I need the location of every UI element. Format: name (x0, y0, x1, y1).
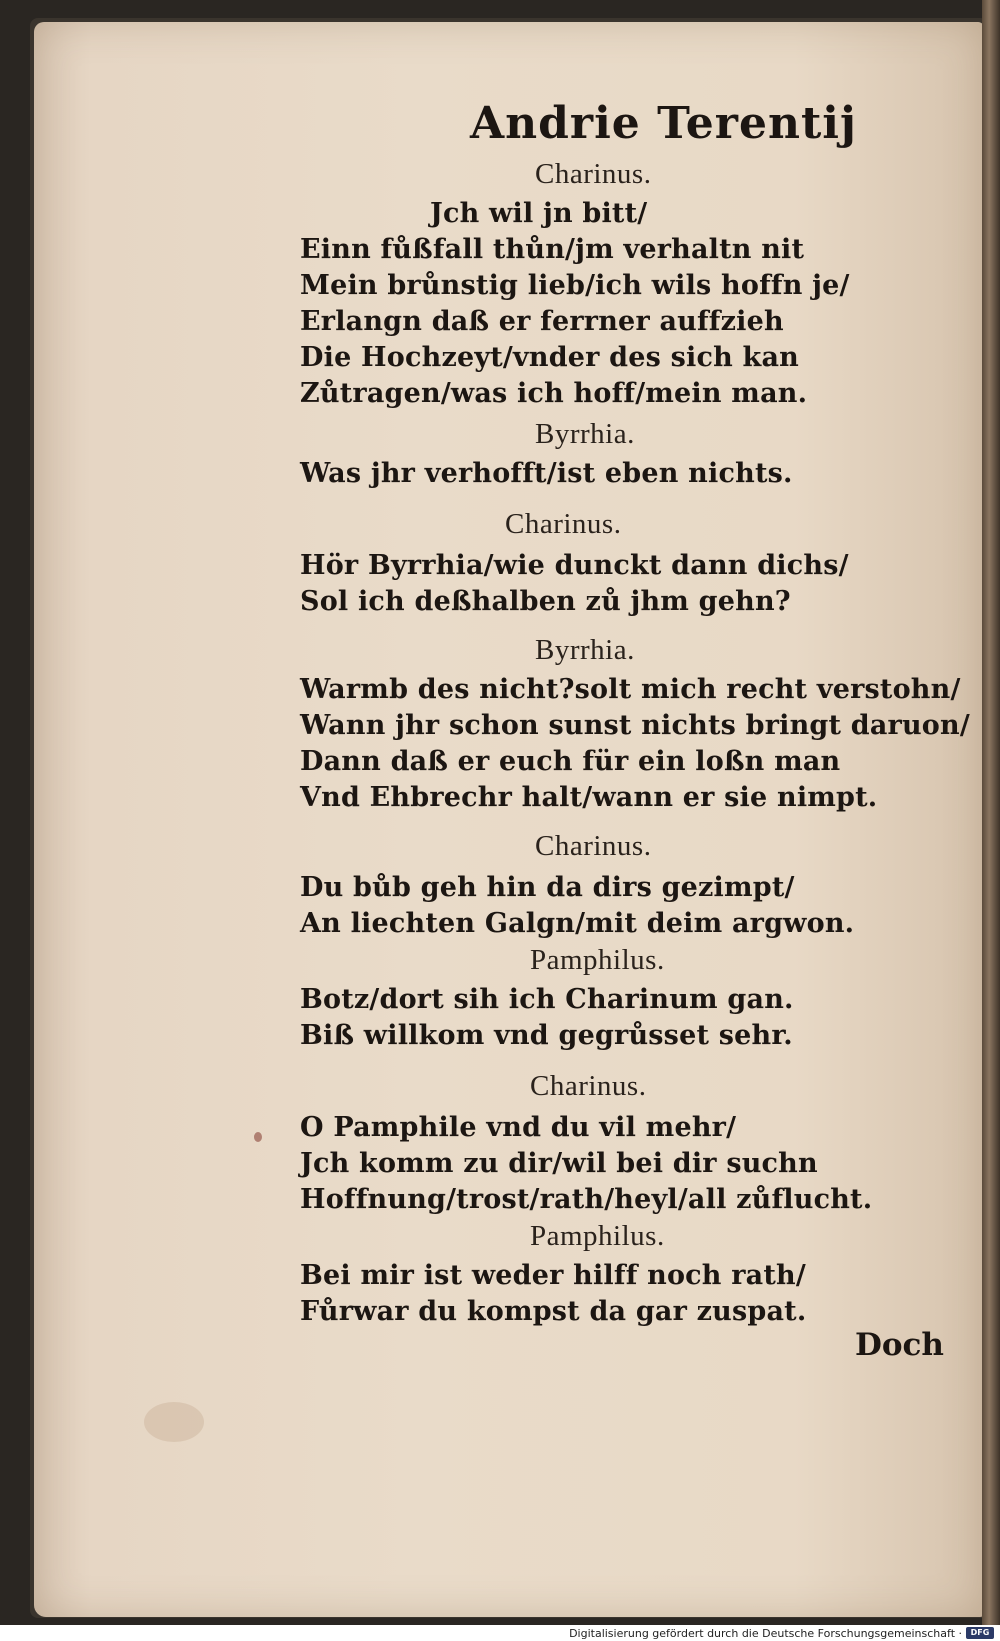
verse-line: Hoffnung/trost/rath/heyl/all zůflucht. (300, 1184, 873, 1215)
verse-line: Zůtragen/was ich hoff/mein man. (300, 378, 808, 409)
verse-line: Die Hochzeyt/vnder des sich kan (300, 342, 799, 373)
verse-line: An liechten Galgn/mit deim argwon. (300, 908, 855, 939)
verse-line: Wann jhr schon sunst nichts bringt daruon/ (300, 710, 970, 741)
page-stain (144, 1402, 204, 1442)
speaker-label: Charinus. (530, 1070, 647, 1102)
book-edge (982, 0, 1000, 1625)
running-title: Andrie Terentij (470, 98, 857, 149)
verse-line: Fůrwar du kompst da gar zuspat. (300, 1296, 807, 1327)
speaker-label: Byrrhia. (535, 634, 635, 666)
footer-credit: Digitalisierung gefördert durch die Deutsche Forschungsgemeinschaft · (569, 1627, 962, 1640)
verse-line: Du bůb geh hin da dirs gezimpt/ (300, 872, 795, 903)
verse-line: Einn fůßfall thůn/jm verhaltn nit (300, 234, 805, 265)
catchword: Doch (855, 1327, 944, 1363)
verse-line: Dann daß er euch für ein loßn man (300, 746, 841, 777)
verse-line: Jch komm zu dir/wil bei dir suchn (300, 1148, 818, 1179)
verse-line: Bei mir ist weder hilff noch rath/ (300, 1260, 806, 1291)
verse-line: Biß willkom vnd gegrůsset sehr. (300, 1020, 793, 1051)
verse-line: Mein brůnstig lieb/ich wils hoffn je/ (300, 270, 850, 301)
speaker-label: Byrrhia. (535, 418, 635, 450)
verse-line: Botz/dort sih ich Charinum gan. (300, 984, 794, 1015)
dfg-logo: DFG (966, 1627, 994, 1639)
verse-line: Jch wil jn bitt/ (430, 198, 648, 229)
verse-line: Hör Byrrhia/wie dunckt dann dichs/ (300, 550, 849, 581)
verse-line: Was jhr verhofft/ist eben nichts. (300, 458, 793, 489)
speaker-label: Charinus. (535, 830, 652, 862)
speaker-label: Pamphilus. (530, 944, 665, 976)
verse-line: Erlangn daß er ferrner auffzieh (300, 306, 784, 337)
speaker-label: Charinus. (535, 158, 652, 190)
verse-line: Warmb des nicht?solt mich recht verstohn/ (300, 674, 961, 705)
verse-line: O Pamphile vnd du vil mehr/ (300, 1112, 737, 1143)
page-spot (254, 1132, 262, 1142)
speaker-label: Charinus. (505, 508, 622, 540)
speaker-label: Pamphilus. (530, 1220, 665, 1252)
verse-line: Vnd Ehbrechr halt/wann er sie nimpt. (300, 782, 878, 813)
verse-line: Sol ich deßhalben zů jhm gehn? (300, 586, 791, 617)
